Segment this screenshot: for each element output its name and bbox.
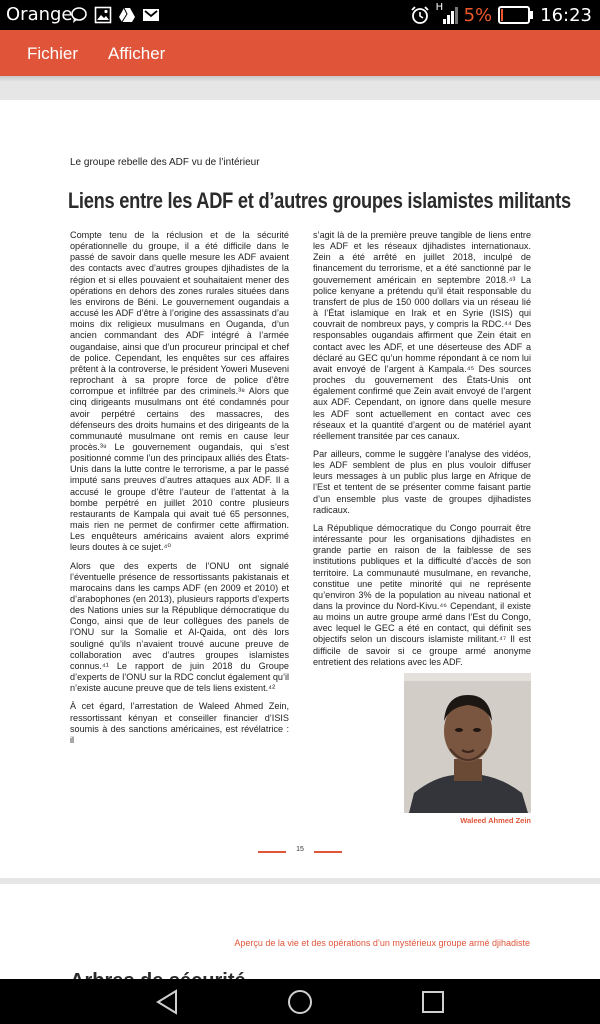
paragraph: Alors que des experts de l’ONU ont signalé l’éventuelle présence de ressortissants pakistanais et marocains dans les camps ADF (en 2009 et 2010) et d’arabophones (en 2013), plusieurs rapports d’experts des Nations unies sur la République démocratique du Congo, ainsi que de leur collègues des panels de l’ONU sur la Somalie et Al-Qaida, ont dès lors souligné qu’ils n’avaient trouvé aucune preuve de collaboration avec d’autres groupes islamistes connus.⁴¹ Le rapport de juin 2018 du Groupe d’experts de l’ONU sur la RDC conclut également qu’il n’existe aucune preuve que de tels liens existent.⁴²: [70, 560, 289, 694]
alarm-icon: [410, 5, 430, 25]
paragraph: Compte tenu de la réclusion et de la sécurité opérationnelle du groupe, il a été difficile dans le passé de savoir dans quelle mesure les ADF avaient des contacts avec d’autres groupes djihadistes de la région et si elles pouvaient et souhaitaient mener des opérations en dehors des zones rurales situées dans les environs de Béni. Le gouvernement ougandais a accusé les ADF d’être à l’origine des assassinats d’au moins dix religieux musulmans en Ouganda, d’un ancien commandant des ADF intégré à l’armée ougandaise, ainsi que d’un procureur principal et chef de police. Cependant, les enquêtes sur ces affaires prêtent à la controverse, le président Yoweri Museveni reprochant à sa propre force de police d’être corrompue et infiltrée par des criminels.³⁸ Alors que cinq dirigeants musulmans ont été condamnés pour avoir perpétré certains des massacres, des défenseurs des droits humains et des dirigeants de la communauté musulmane ont remis en cause leur procès.³⁹ Le gouvernement ougandais, qui s’est positionné comme l’un des principaux alliés des États-Unis dans la lutte contre le terrorisme, a par le passé imputé sans preuves d’autres attaques aux ADF. Il a accusé le groupe d’être l’auteur de l’attentat à la bombe perpétré en juillet 2010 contre plusieurs restaurants de Kampala qui avait tué 65 personnes, mais rien ne permet de confirmer cette affirmation. Les enquêteurs américains avaient alors exprimé leurs doutes à ce sujet.⁴⁰: [70, 230, 289, 553]
right-text-column: [313, 230, 531, 668]
paragraph: [313, 523, 531, 668]
app-menu-bar: [0, 30, 600, 76]
page-number: [258, 846, 342, 860]
status-bar: [0, 0, 600, 30]
running-head: Le groupe rebelle des ADF vu de l’intérieur: [70, 157, 260, 168]
image-icon: [94, 6, 112, 24]
back-icon[interactable]: [152, 987, 182, 1017]
article-title: Liens entre les ADF et d’autres groupes islamistes militants: [68, 188, 571, 213]
portrait-image: [404, 673, 531, 813]
next-document-page[interactable]: [0, 884, 600, 979]
chat-bubble-icon: [70, 6, 88, 24]
portrait-photo: [404, 673, 531, 813]
photo-caption: Waleed Ahmed Zein: [460, 816, 531, 825]
page-number-label: 15: [296, 846, 304, 853]
mail-icon: [142, 6, 160, 24]
menu-file[interactable]: Fichier: [27, 44, 79, 63]
paragraph: Par ailleurs, comme le suggère l’analyse des vidéos, les ADF semblent de plus en plus vouloir diffuser leurs messages à un public plus large en Afrique de l’Est et tentent de se présenter comme faisant partie d’un ensemble plus vaste de groupes djihadistes radicaux.: [313, 448, 531, 515]
navigation-bar: [0, 979, 600, 1024]
paragraph: À cet égard, l’arrestation de Waleed Ahmed Zein, ressortissant kényan et conseiller financier d’ISIS soumis à des sanctions américaines, est révélatrice : il: [70, 701, 289, 745]
app-bar-shadow: [0, 76, 600, 82]
battery-percent: 5%: [463, 4, 493, 26]
left-text-column: [70, 230, 289, 753]
paragraph-text: La République démocratique du Congo pourrait être intéressante pour les organisations djihadistes en grande partie en raison de la faiblesse de ses institutions publiques et la difficulté d’accès de son territoire. La communauté musulmane, en revanche, constitue une petite minorité qui ne représente qu’environ 3% de la population au niveau national et dans la province du Nord-Kivu.⁴⁶ Cependant, il existe au moins un autre groupe armé dans l’Est du Congo, avec lequel le GEC a été en contact, qui définit ses objectifs selon un discours islamiste militant.⁴⁷ Il est difficile de savoir si ce groupe armé anonyme entretient des relations avec les ADF.: [313, 522, 531, 667]
home-icon[interactable]: [285, 987, 315, 1017]
battery-icon: [498, 6, 530, 24]
network-type: H: [435, 2, 444, 13]
recents-icon[interactable]: [418, 987, 448, 1017]
drive-icon: [118, 6, 136, 24]
carrier-name: Orange: [6, 4, 73, 25]
menu-view[interactable]: Afficher: [108, 44, 166, 63]
clock: 16:23: [540, 4, 592, 26]
paragraph: s’agit là de la première preuve tangible de liens entre les ADF et les réseaux djihadistes internationaux. Zein a été arrêté en juillet 2018, inculpé de financement du terrorisme, et a été sanctionné par le gouvernement américain en septembre 2018.⁴³ La police kenyane a prétendu qu’il était responsable du transfert de plus de 150 000 dollars via un réseau lié à l’État islamique en Irak et en Syrie (ISIS) qui couvrait de nombreux pays, y compris la RDC.⁴⁴ Des responsables ougandais affirment que Zein était en contact avec les ADF, et une déserteuse des ADF a déclaré au GEC qu’un homme répondant à ce nom lui avait envoyé de l’argent à Kampala.⁴⁵ Des sources proches du gouvernement des États-Unis ont également confirmé que Zein avait envoyé de l’argent aux ADF. Cependant, on ignore dans quelle mesure les ADF sont actuellement en contact avec ces réseaux et la quantité d’argent ou de matériel ayant réellement transitée par ces canaux.: [313, 230, 531, 441]
document-page[interactable]: [0, 100, 600, 878]
page-footer: Aperçu de la vie et des opérations d’un mystérieux groupe armé djihadiste: [234, 938, 530, 948]
signal-icon: [436, 5, 458, 25]
